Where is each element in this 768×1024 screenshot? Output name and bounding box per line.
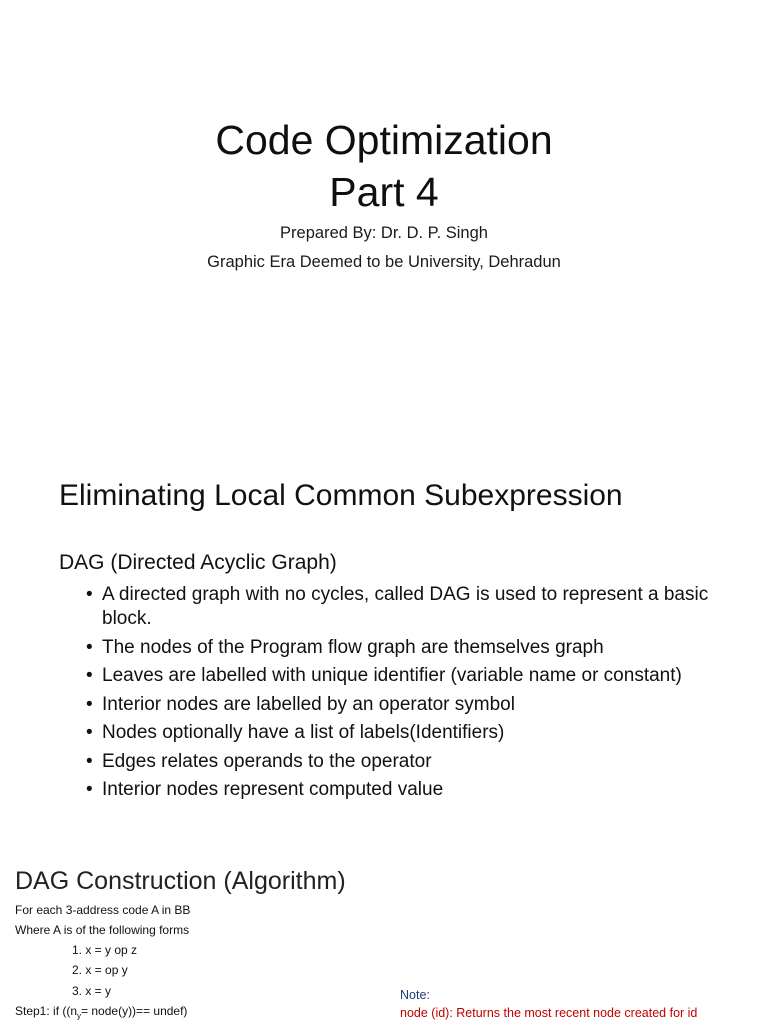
bullet-item (86, 664, 726, 688)
bullet-icon: • (86, 722, 93, 743)
bullet-text: Nodes optionally have a list of labels(Identifiers) (102, 722, 505, 743)
bullet-icon: • (86, 750, 93, 772)
bullet-text: Interior nodes represent computed value (102, 779, 444, 800)
bullet-text: Interior nodes are labelled by an operator symbol (102, 693, 515, 715)
institution-text: Graphic Era Deemed to be University, Dehradun (207, 253, 561, 271)
form-item-3: 3. x = y (72, 984, 112, 998)
section-heading: Eliminating Local Common Subexpression (59, 479, 623, 512)
form-item-2: 2. x = op y (72, 963, 128, 977)
slide-title-line-2: Part 4 (329, 169, 439, 215)
step1-suffix: = node(y))== undef) (81, 1004, 188, 1018)
note-text: node (id): Returns the most recent node created for id (400, 1006, 698, 1020)
dag-subheading: DAG (Directed Acyclic Graph) (59, 551, 337, 574)
step1-prefix: Step1: if ((n (15, 1004, 78, 1018)
algorithm-heading: DAG Construction (Algorithm) (15, 867, 346, 895)
bullet-item (86, 778, 726, 802)
slide-title-line-1: Code Optimization (215, 117, 553, 163)
bullet-item (86, 636, 726, 660)
prepared-by-text: Prepared By: Dr. D. P. Singh (280, 224, 488, 242)
algorithm-line-2: Where A is of the following forms (15, 923, 190, 937)
bullet-icon: • (86, 636, 93, 658)
bullet-text: Leaves are labelled with unique identifier (variable name or constant) (102, 665, 682, 686)
dag-bullet-list (86, 583, 726, 807)
algorithm-line-1: For each 3-address code A in BB (15, 903, 191, 917)
bullet-icon: • (86, 779, 93, 800)
bullet-icon: • (86, 584, 93, 605)
bullet-item (86, 721, 726, 745)
bullet-icon: • (86, 693, 93, 715)
bullet-text: A directed graph with no cycles, called DAG is used to represent a basic block. (102, 584, 709, 629)
step1-line (15, 1005, 187, 1020)
bullet-item (86, 750, 726, 774)
step1-subscript: y (77, 1011, 82, 1021)
bullet-item (86, 583, 726, 631)
bullet-text: The nodes of the Program flow graph are themselves graph (102, 636, 604, 658)
note-label: Note: (400, 988, 430, 1002)
form-item-1: 1. x = y op z (72, 943, 138, 957)
bullet-text: Edges relates operands to the operator (102, 750, 432, 772)
bullet-item (86, 693, 726, 717)
bullet-icon: • (86, 665, 93, 686)
